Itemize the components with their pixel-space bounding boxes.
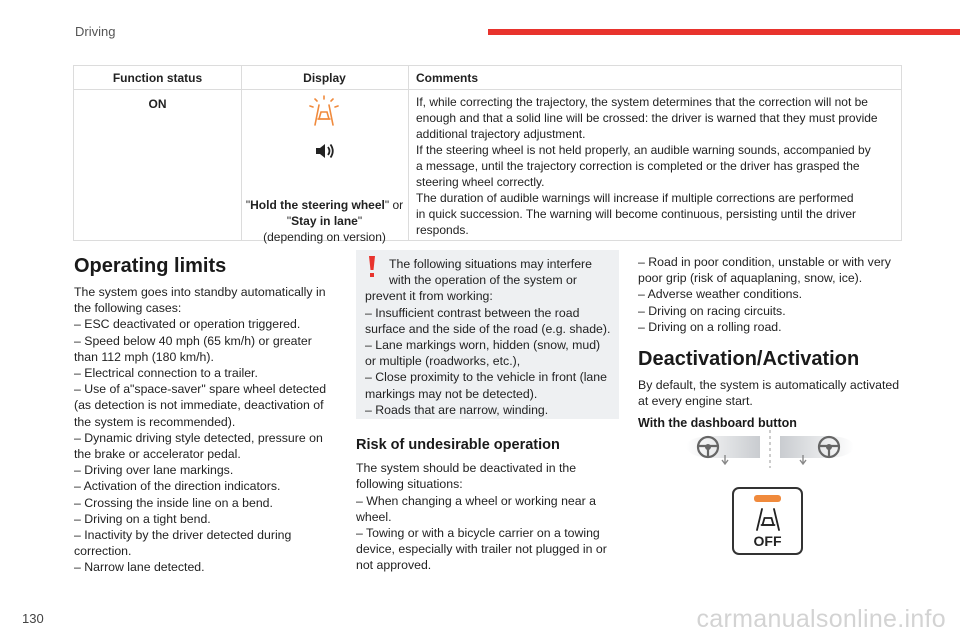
- text-line: The following situations may interfere: [389, 257, 592, 271]
- text-line: the system is recommended).: [74, 414, 236, 429]
- text-line: The system should be deactivated in the: [356, 461, 577, 476]
- speaker-icon: [314, 142, 336, 160]
- text-line: – ESC deactivated or operation triggered.: [74, 317, 301, 332]
- display-message: [241, 197, 408, 245]
- text-line: or multiple (roadworks, etc.),: [365, 354, 521, 369]
- comment-line: in quick succession. The warning will become continuous, persisting until the driver: [416, 207, 856, 221]
- text-line: with the operation of the system or: [389, 273, 577, 288]
- function-status-table: [73, 65, 902, 244]
- text-line: – Insufficient contrast between the road: [365, 305, 580, 320]
- text-line: – Road in poor condition, unstable or with very: [638, 255, 891, 269]
- text-line: at every engine start.: [638, 394, 753, 409]
- header-function-status: Function status: [112, 71, 203, 85]
- down-arrow-icon: [721, 455, 729, 465]
- text-line: – Driving on a tight bend.: [74, 511, 211, 526]
- text-line: not approved.: [356, 558, 432, 573]
- text-line: prevent it from working:: [365, 289, 493, 304]
- comment-line: a message, until the trajectory correction is completed or the driver has grasped the: [416, 159, 860, 173]
- text-line: – Roads that are narrow, winding.: [365, 402, 549, 417]
- page-number: 130: [22, 611, 44, 626]
- text-line: – Driving over lane markings.: [74, 463, 234, 478]
- comment-line: responds.: [416, 223, 469, 237]
- text-line: – Inactivity by the driver detected during: [74, 528, 292, 543]
- text-line: device, especially with trailer not plugged in or: [356, 542, 607, 557]
- text-line: – Activation of the direction indicators.: [74, 479, 281, 494]
- text-line: – Narrow lane detected.: [74, 560, 205, 575]
- header-comments: Comments: [416, 71, 479, 85]
- off-label: OFF: [753, 533, 782, 549]
- version-note: (depending on version): [263, 230, 386, 244]
- text-line: than 112 mph (180 km/h).: [74, 349, 214, 364]
- dashboard-button-subheading: With the dashboard button: [638, 416, 797, 431]
- text-line: – Driving on a rolling road.: [638, 319, 782, 334]
- lane-icon: [753, 506, 783, 532]
- risk-heading: Risk of undesirable operation: [356, 437, 560, 453]
- down-arrow-icon: [799, 455, 807, 465]
- operating-limits-section: [74, 254, 328, 576]
- quote: ": [357, 214, 363, 228]
- header-accent-bar: [488, 29, 960, 35]
- message-hold-steering-wheel: Hold the steering wheel: [250, 198, 385, 212]
- text-line: correction.: [74, 544, 132, 559]
- header-display: Display: [303, 71, 346, 85]
- text-line: – Electrical connection to a trailer.: [74, 366, 258, 381]
- comments-cell: [416, 94, 896, 238]
- quote: ": [245, 198, 251, 212]
- steering-wheel-icon: [816, 434, 842, 460]
- text-line: wheel.: [356, 509, 392, 524]
- deactivation-heading: Deactivation/Activation: [638, 348, 860, 371]
- text-line: By default, the system is automatically activated: [638, 378, 900, 393]
- text-line: markings may not be detected).: [365, 386, 538, 401]
- comment-line: The duration of audible warnings will increase if multiple corrections are performed: [416, 191, 854, 205]
- comment-line: If, while correcting the trajectory, the system determines that the correction will not be: [416, 95, 868, 109]
- text-line: – Dynamic driving style detected, pressure on: [74, 430, 323, 445]
- steering-wheel-icon: [695, 434, 721, 460]
- display-cell: [241, 90, 408, 244]
- right-column: [638, 254, 902, 432]
- warning-box: [356, 250, 619, 419]
- button-status-led: [754, 495, 781, 502]
- exclamation-icon: [367, 256, 377, 278]
- text-line: (as detection is not immediate, deactivation of: [74, 398, 324, 413]
- text-line: – Use of a"space-saver" spare wheel detected: [74, 382, 327, 397]
- table-header: [74, 66, 901, 90]
- text-line: surface and the side of the road (e.g. shade).: [365, 321, 611, 336]
- text-line: – Driving on racing circuits.: [638, 303, 786, 318]
- quote-or: " or ": [286, 198, 404, 228]
- message-stay-in-lane: Stay in lane: [291, 214, 358, 228]
- text-line: The system goes into standby automatically in: [74, 285, 326, 299]
- text-line: the brake or accelerator pedal.: [74, 447, 241, 462]
- text-line: the following cases:: [74, 301, 182, 316]
- status-value: ON: [148, 97, 167, 111]
- text-line: – Lane markings worn, hidden (snow, mud): [365, 338, 601, 353]
- lane-keeping-off-button-icon: [732, 487, 803, 555]
- text-line: – Adverse weather conditions.: [638, 287, 803, 302]
- text-line: – When changing a wheel or working near a: [356, 493, 596, 508]
- comment-line: steering wheel correctly.: [416, 175, 545, 189]
- watermark: carmanualsonline.info: [696, 605, 946, 633]
- comment-line: If the steering wheel is not held properly, an audible warning sounds, accompanied by: [416, 143, 871, 157]
- lane-keeping-warning-icon: [309, 95, 339, 127]
- text-line: – Speed below 40 mph (65 km/h) or greater: [74, 333, 312, 348]
- text-line: following situations:: [356, 477, 463, 492]
- middle-column: [356, 250, 619, 574]
- text-line: – Close proximity to the vehicle in front (lane: [365, 370, 607, 385]
- text-line: poor grip (risk of aquaplaning, snow, ice).: [638, 271, 863, 286]
- table-divider: [408, 66, 409, 240]
- comment-line: enough and that a solid line will be crossed: the driver is warned that they must provide: [416, 111, 878, 125]
- text-line: – Crossing the inside line on a bend.: [74, 495, 273, 510]
- section-title: Driving: [75, 24, 116, 39]
- comment-line: additional trajectory adjustment.: [416, 127, 586, 141]
- text-line: – Towing or with a bicycle carrier on a towing: [356, 526, 600, 541]
- operating-limits-heading: Operating limits: [74, 255, 227, 277]
